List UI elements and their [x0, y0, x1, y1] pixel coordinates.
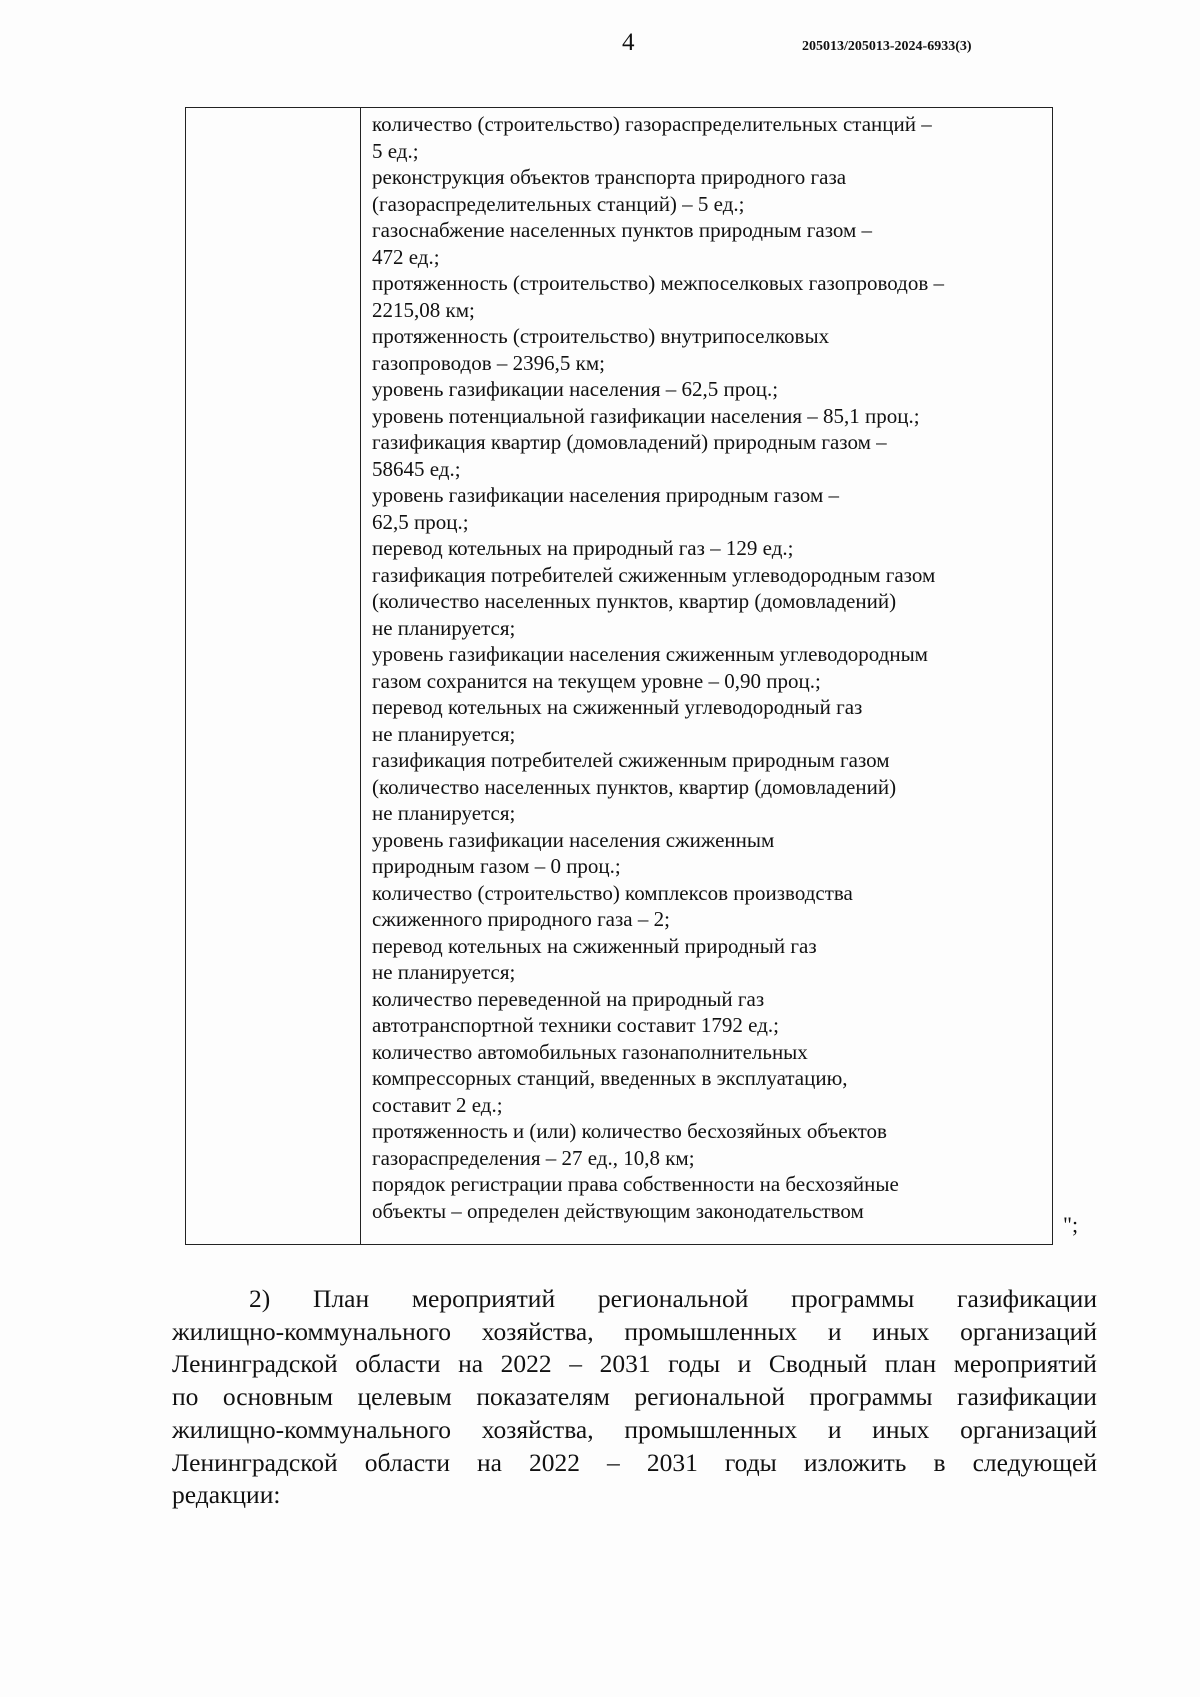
- table-line: составит 2 ед.;: [372, 1092, 503, 1117]
- paragraph-word: области: [355, 1349, 441, 1379]
- paragraph-line: [172, 1381, 1097, 1414]
- paragraph-word: региональной: [597, 1284, 749, 1313]
- paragraph-word: на: [458, 1349, 484, 1379]
- paragraph-word: промышленных: [624, 1316, 798, 1346]
- table-line: не планируется;: [372, 615, 516, 640]
- paragraph-word: 2022: [500, 1349, 552, 1379]
- table-line: автотранспортной техники составит 1792 ед.;: [372, 1013, 779, 1037]
- paragraph-word: Ленинградской: [172, 1349, 338, 1379]
- table-line: уровень потенциальной газификации населения – 85,1 проц.;: [372, 403, 920, 428]
- table-line: газопроводов – 2396,5 км;: [372, 350, 605, 375]
- paragraph-word: организаций: [960, 1316, 1097, 1346]
- document-id: 205013/205013-2024-6933(3): [802, 39, 972, 54]
- table-line: 2215,08 км;: [372, 297, 475, 322]
- paragraph-word: целевым: [357, 1382, 452, 1412]
- paragraph-word: иных: [872, 1414, 930, 1444]
- paragraph-word: промышленных: [624, 1414, 798, 1444]
- closing-quote: ";: [1063, 1212, 1079, 1237]
- paragraph-word: изложить: [803, 1447, 907, 1477]
- paragraph-word: годы: [668, 1349, 721, 1379]
- table-line: перевод котельных на сжиженный природный газ: [372, 933, 817, 958]
- page-number: 4: [622, 29, 635, 56]
- table-line: перевод котельных на сжиженный углеводородный газ: [372, 695, 863, 719]
- paragraph-word: газификации: [957, 1382, 1097, 1412]
- paragraph-word: в: [933, 1447, 946, 1477]
- paragraph-word: области: [364, 1447, 450, 1477]
- table-line: реконструкция объектов транспорта природного газа: [372, 165, 847, 189]
- table-line: газоснабжение населенных пунктов природным газом –: [372, 218, 873, 242]
- paragraph-word: 2022: [529, 1447, 581, 1477]
- table-line: уровень газификации населения сжиженным углеводородным: [372, 642, 928, 666]
- table-line: уровень газификации населения – 62,5 проц.;: [372, 377, 779, 401]
- indicators-cell: [372, 111, 1048, 1224]
- paragraph-word: следующей: [972, 1447, 1097, 1477]
- table-line: уровень газификации населения природным газом –: [372, 483, 839, 507]
- table-line: 62,5 проц.;: [372, 509, 469, 534]
- table-line: количество (строительство) комплексов производства: [372, 880, 853, 905]
- paragraph-line: [172, 1447, 1097, 1480]
- table-line: (количество населенных пунктов, квартир (домовладений): [372, 589, 897, 613]
- paragraph-word: региональной: [634, 1382, 785, 1412]
- table-line: порядок регистрации права собственности на бесхозяйные: [372, 1172, 899, 1196]
- table-line: 472 ед.;: [372, 244, 440, 269]
- paragraph-word: редакции:: [172, 1480, 281, 1510]
- paragraph-word: по: [172, 1382, 199, 1412]
- paragraph-line: [172, 1283, 1097, 1316]
- table-line: протяженность и (или) количество бесхозяйных объектов: [372, 1119, 887, 1143]
- table-line: количество автомобильных газонаполнительных: [372, 1039, 808, 1064]
- paragraph-line: [172, 1414, 1097, 1447]
- paragraph-word: хозяйства,: [481, 1414, 594, 1444]
- paragraph-word: Сводный: [768, 1349, 868, 1379]
- paragraph-word: на: [477, 1447, 502, 1477]
- table-line: 58645 ед.;: [372, 456, 461, 481]
- paragraph-word: жилищно-коммунального: [172, 1316, 452, 1346]
- paragraph-word: годы: [724, 1447, 777, 1477]
- paragraph-word: газификации: [957, 1284, 1097, 1313]
- paragraph-word: план: [884, 1349, 937, 1379]
- table-line: природным газом – 0 проц.;: [372, 854, 621, 878]
- paragraph-word: 2031: [599, 1349, 651, 1379]
- paragraph-word: программы: [809, 1382, 933, 1412]
- paragraph-word: мероприятий: [953, 1349, 1097, 1379]
- paragraph-word: мероприятий: [411, 1284, 556, 1313]
- table-line: не планируется;: [372, 960, 516, 984]
- table-line: не планируется;: [372, 721, 516, 746]
- paragraph-word: программы: [791, 1284, 915, 1313]
- table-line: уровень газификации населения сжиженным: [372, 827, 775, 852]
- table-line: газом сохранится на текущем уровне – 0,90 проц.;: [372, 668, 821, 693]
- paragraph-line: [172, 1316, 1097, 1349]
- table-line: 5 ед.;: [372, 138, 419, 163]
- table-line: объекты – определен действующим законодательством: [372, 1198, 864, 1223]
- paragraph-word: –: [569, 1349, 582, 1379]
- paragraph-word: 2031: [646, 1447, 698, 1477]
- table-line: газификация квартир (домовладений) природным газом –: [372, 430, 887, 454]
- paragraph-word: организаций: [960, 1414, 1097, 1444]
- paragraph-word: показателям: [476, 1382, 610, 1412]
- paragraph-word: хозяйства,: [481, 1316, 594, 1346]
- amendment-paragraph: [172, 1283, 1097, 1512]
- paragraph-word: 2): [249, 1284, 271, 1313]
- paragraph-word: –: [607, 1447, 620, 1477]
- column-divider: [360, 108, 361, 1244]
- table-line: протяженность (строительство) межпоселковых газопроводов –: [372, 271, 944, 295]
- paragraph-word: жилищно-коммунального: [172, 1414, 452, 1444]
- paragraph-word: и: [827, 1414, 842, 1444]
- table-line: газификация потребителей сжиженным природным газом: [372, 748, 890, 772]
- table-line: (количество населенных пунктов, квартир (домовладений): [372, 774, 897, 799]
- paragraph-line: [172, 1479, 1097, 1512]
- paragraph-word: основным: [222, 1382, 333, 1412]
- paragraph-word: и: [737, 1349, 752, 1379]
- paragraph-word: иных: [872, 1316, 930, 1346]
- table-line: количество переведенной на природный газ: [372, 986, 765, 1011]
- paragraph-word: План: [313, 1284, 370, 1313]
- table-line: (газораспределительных станций) – 5 ед.;: [372, 191, 745, 216]
- table-line: протяженность (строительство) внутрипоселковых: [372, 324, 830, 348]
- paragraph-word: Ленинградской: [172, 1447, 338, 1477]
- indicators-table: [185, 107, 1053, 1245]
- paragraph-word: и: [827, 1316, 842, 1346]
- table-line: сжиженного природного газа – 2;: [372, 907, 670, 931]
- table-line: газораспределения – 27 ед., 10,8 км;: [372, 1145, 695, 1170]
- paragraph-line: [172, 1348, 1097, 1381]
- table-line: не планируется;: [372, 801, 516, 825]
- table-line: количество (строительство) газораспределительных станций –: [372, 112, 932, 136]
- table-line: перевод котельных на природный газ – 129 ед.;: [372, 536, 794, 560]
- table-line: компрессорных станций, введенных в эксплуатацию,: [372, 1066, 848, 1090]
- table-line: газификация потребителей сжиженным углеводородным газом: [372, 562, 936, 587]
